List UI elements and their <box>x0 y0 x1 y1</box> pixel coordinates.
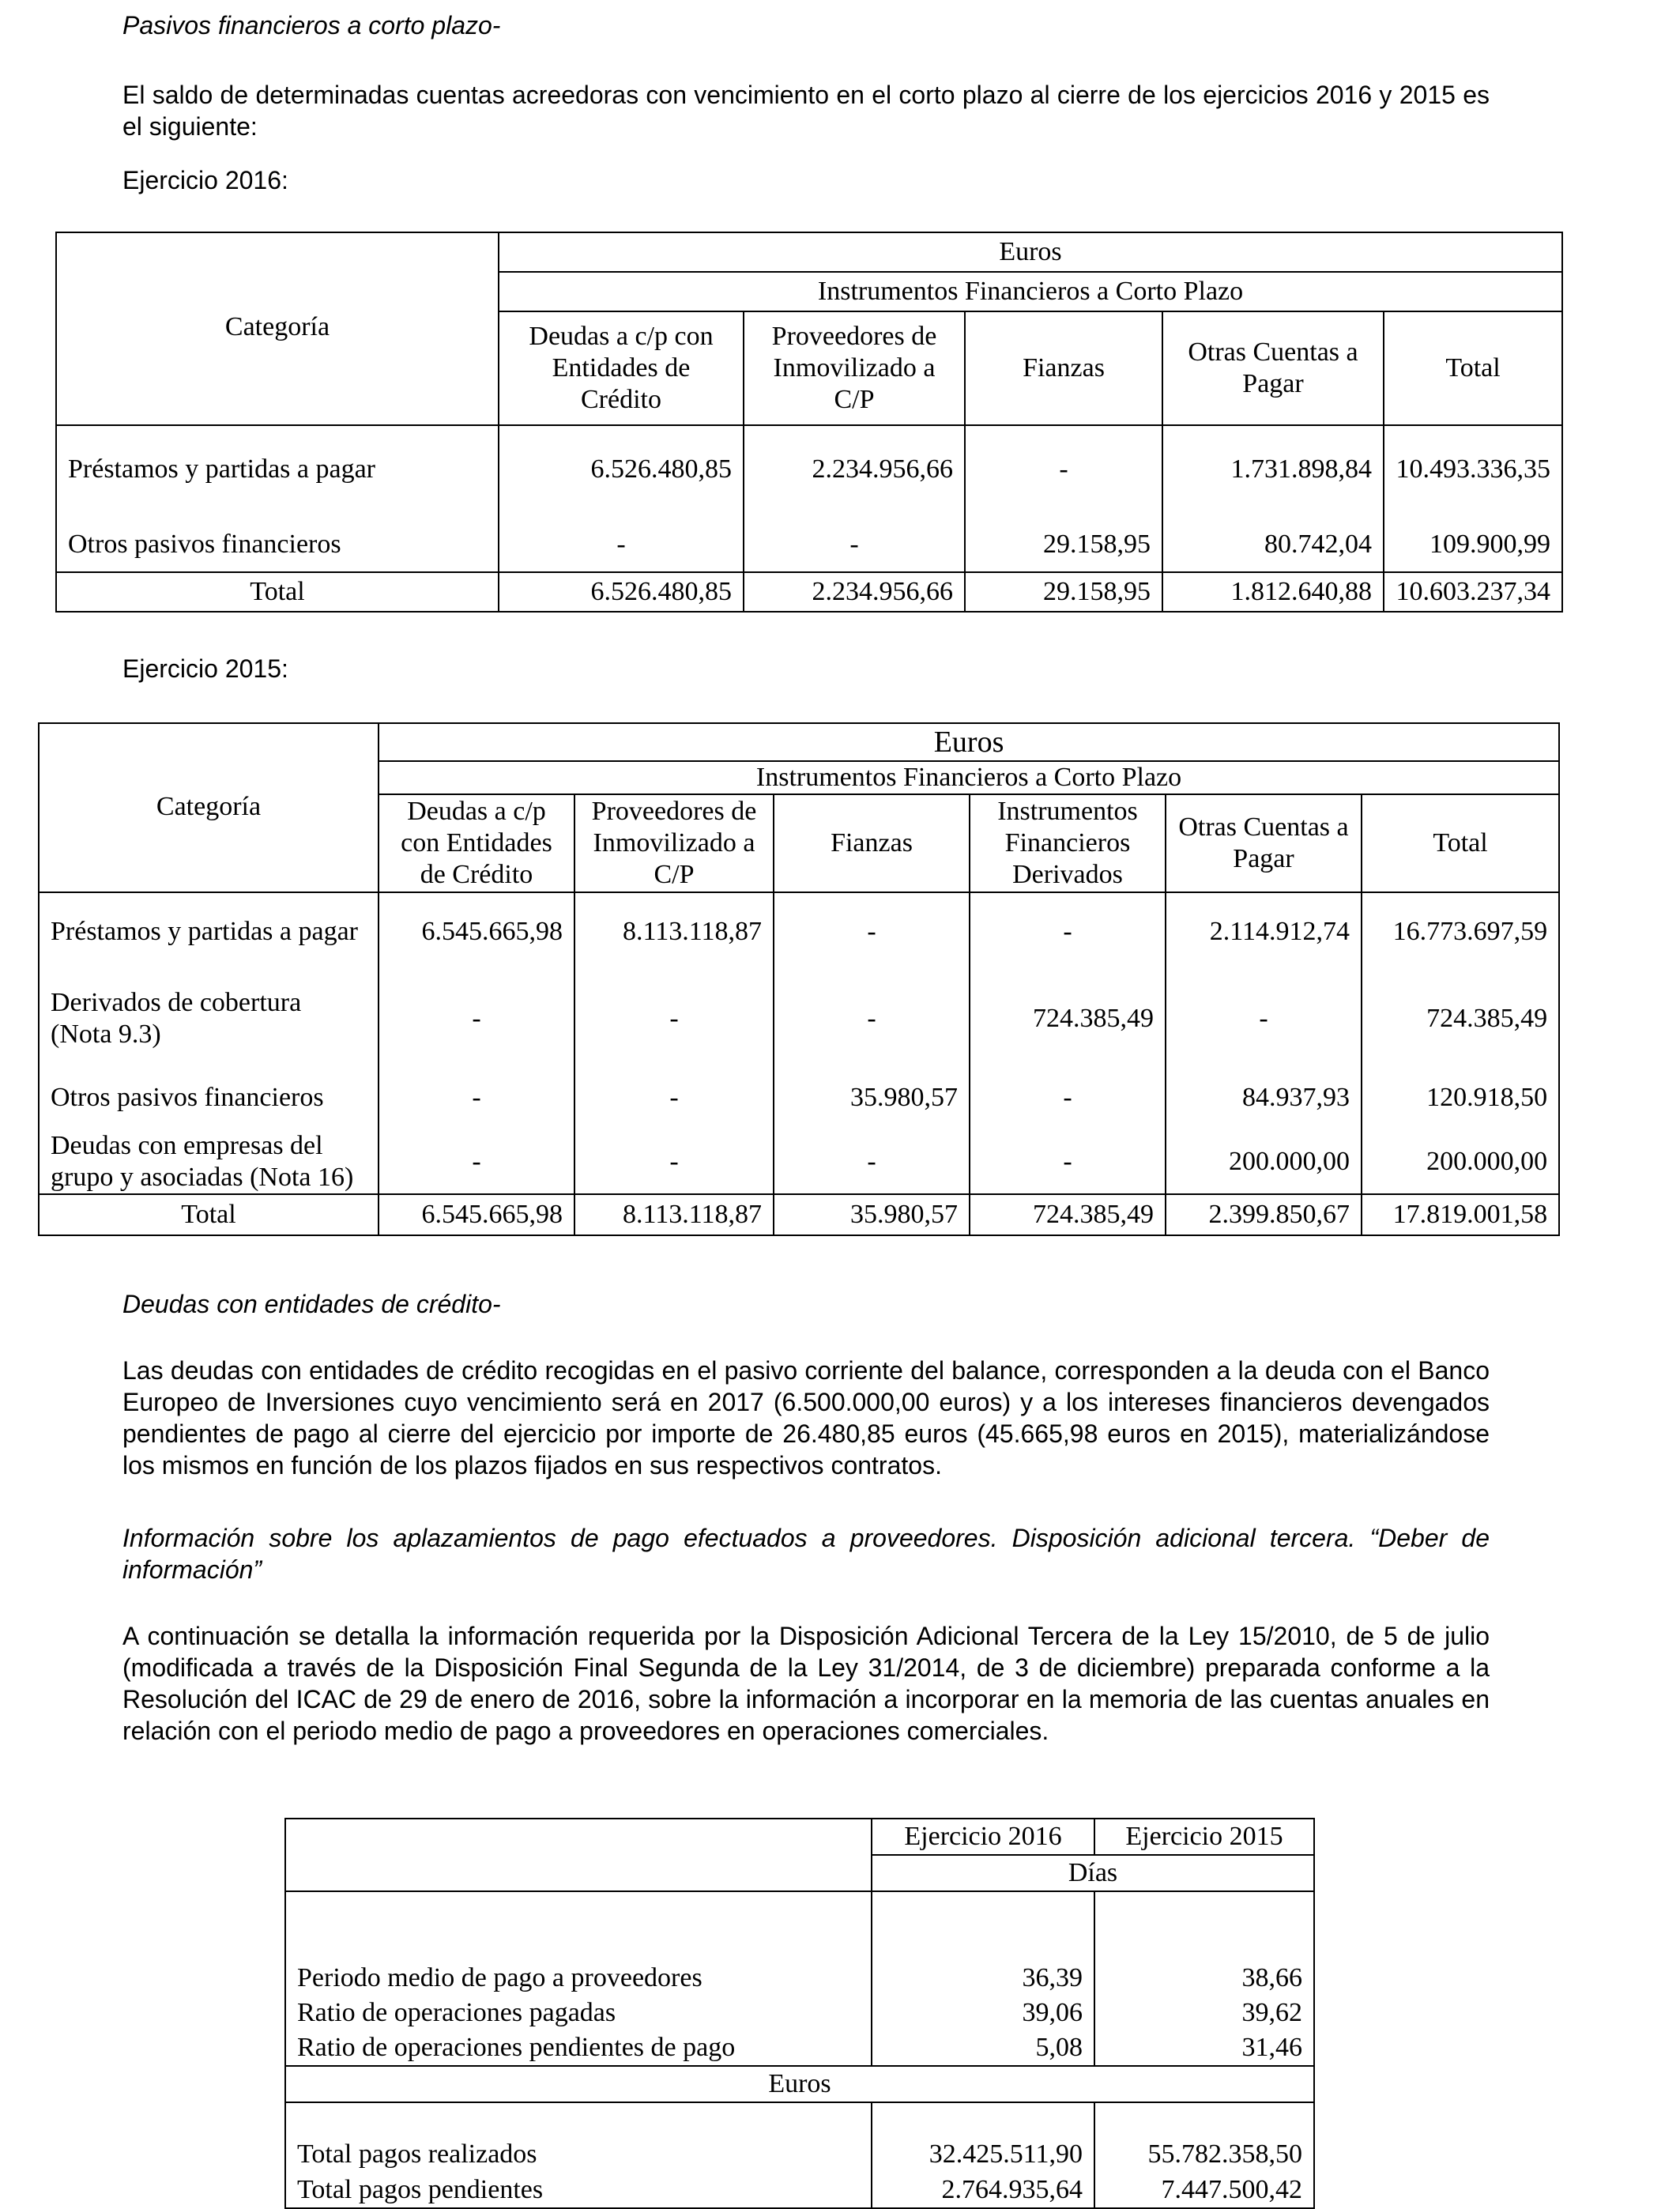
cell: 1.731.898,84 <box>1162 425 1384 517</box>
cell: - <box>970 1066 1166 1129</box>
cell: 17.819.001,58 <box>1362 1194 1559 1235</box>
payments-table <box>284 1818 1315 2209</box>
cell: - <box>1166 978 1362 1066</box>
group-header: Instrumentos Financieros a Corto Plazo <box>379 761 1559 794</box>
euros-header: Euros <box>499 232 1562 272</box>
cell: 84.937,93 <box>1166 1066 1362 1129</box>
cell: 29.158,95 <box>965 572 1162 612</box>
label-ejercicio-2015: Ejercicio 2015: <box>122 654 288 683</box>
category-header: Categoría <box>56 232 499 425</box>
cell: - <box>774 1129 970 1194</box>
col-header: Proveedores de Inmovilizado a C/P <box>574 794 774 892</box>
table-2016 <box>55 232 1563 613</box>
intro-paragraph: El saldo de determinadas cuentas acreedoras con vencimiento en el corto plazo al cierre de los ejercicios 2016 y 2015 es el siguiente: <box>122 81 1490 141</box>
cell: 2.399.850,67 <box>1166 1194 1362 1235</box>
section-title-deudas: Deudas con entidades de crédito- <box>122 1290 501 1318</box>
cell: 2.234.956,66 <box>744 425 965 517</box>
cell: 724.385,49 <box>970 1194 1166 1235</box>
cell: 2.234.956,66 <box>744 572 965 612</box>
col-header: Deudas a c/p con Entidades de Crédito <box>379 794 574 892</box>
row-label: Ratio de operaciones pagadas <box>285 1996 872 2030</box>
cell: 6.545.665,98 <box>379 1194 574 1235</box>
cell: - <box>574 1129 774 1194</box>
cell: 724.385,49 <box>1362 978 1559 1066</box>
table-2015 <box>38 722 1560 1236</box>
col-header: Instrumentos Financieros Derivados <box>970 794 1166 892</box>
table-row <box>56 425 1562 517</box>
cell: - <box>970 1129 1166 1194</box>
cell: 6.545.665,98 <box>379 892 574 978</box>
table-row <box>39 1129 1559 1194</box>
cell: 35.980,57 <box>774 1066 970 1129</box>
cell: 6.526.480,85 <box>499 572 744 612</box>
cell: - <box>574 1066 774 1129</box>
col-header: Total <box>1362 794 1559 892</box>
table-row <box>285 1891 1314 1996</box>
cell: 200.000,00 <box>1362 1129 1559 1194</box>
cell: - <box>379 1066 574 1129</box>
table-row <box>39 978 1559 1066</box>
cell: 39,06 <box>872 1996 1094 2030</box>
row-label: Préstamos y partidas a pagar <box>56 425 499 517</box>
category-header <box>39 723 379 892</box>
total-row <box>56 572 1562 612</box>
cell: 2.114.912,74 <box>1166 892 1362 978</box>
cell: - <box>574 978 774 1066</box>
cell: - <box>379 1129 574 1194</box>
euros-label: Euros <box>285 2066 1314 2102</box>
col-ejercicio-2016: Ejercicio 2016 <box>872 1819 1094 1855</box>
table-row <box>285 2172 1314 2208</box>
cell: 32.425.511,90 <box>872 2102 1094 2172</box>
cell: 1.812.640,88 <box>1162 572 1384 612</box>
total-label: Total <box>39 1194 379 1235</box>
cell: 200.000,00 <box>1166 1129 1362 1194</box>
cell: 109.900,99 <box>1384 517 1562 572</box>
cell: - <box>744 517 965 572</box>
cell: 724.385,49 <box>970 978 1166 1066</box>
row-label: Total pagos pendientes <box>285 2172 872 2208</box>
deudas-paragraph: Las deudas con entidades de crédito recogidas en el pasivo corriente del balance, corresponden a la deuda con el Banco Europeo de Inversiones cuyo vencimiento será en 2017 (6.500.000,00 euros) y a los intereses financieros devengados pendientes de pago al cierre del ejercicio por importe de 26.480,85 euros (45.665,98 euros en 2015), materializándose los mismos en función de los plazos fijados en sus respectivos contratos. <box>122 1356 1490 1480</box>
table-row <box>285 2102 1314 2172</box>
days-label: Días <box>872 1855 1314 1891</box>
cell: 31,46 <box>1094 2030 1314 2066</box>
col-header: Otras Cuentas a Pagar <box>1162 311 1384 425</box>
table-row <box>285 2030 1314 2066</box>
cell: 35.980,57 <box>774 1194 970 1235</box>
blank-header-cell <box>285 1855 872 1891</box>
cell: 2.764.935,64 <box>872 2172 1094 2208</box>
category-label: Categoría <box>156 792 262 821</box>
label-ejercicio-2016: Ejercicio 2016: <box>122 166 288 194</box>
cell: 55.782.358,50 <box>1094 2102 1314 2172</box>
row-label: Deudas con empresas del grupo y asociadas (Nota 16) <box>39 1129 379 1194</box>
row-label: Otros pasivos financieros <box>39 1066 379 1129</box>
table-row <box>39 892 1559 978</box>
col-header: Otras Cuentas a Pagar <box>1166 794 1362 892</box>
cell: 36,39 <box>872 1891 1094 1996</box>
cell: 10.603.237,34 <box>1384 572 1562 612</box>
section-title-aplazamientos: Información sobre los aplazamientos de pago efectuados a proveedores. Disposición adicional tercera. “Deber de información” <box>122 1524 1490 1584</box>
cell: 6.526.480,85 <box>499 425 744 517</box>
row-label: Ratio de operaciones pendientes de pago <box>285 2030 872 2066</box>
euros-header: Euros <box>379 723 1559 761</box>
cell: 5,08 <box>872 2030 1094 2066</box>
row-label: Otros pasivos financieros <box>56 517 499 572</box>
section-title-pasivos: Pasivos financieros a corto plazo- <box>122 11 501 40</box>
row-label: Periodo medio de pago a proveedores <box>285 1891 872 1996</box>
cell: 8.113.118,87 <box>574 892 774 978</box>
table-row <box>39 1066 1559 1129</box>
total-label: Total <box>56 572 499 612</box>
cell: - <box>774 892 970 978</box>
cell: 10.493.336,35 <box>1384 425 1562 517</box>
cell: - <box>379 978 574 1066</box>
table-row <box>285 1996 1314 2030</box>
cell: - <box>965 425 1162 517</box>
col-header: Fianzas <box>965 311 1162 425</box>
blank-header-cell <box>285 1819 872 1855</box>
row-label: Derivados de cobertura (Nota 9.3) <box>39 978 379 1066</box>
col-header: Proveedores de Inmovilizado a C/P <box>744 311 965 425</box>
aplazamientos-paragraph: A continuación se detalla la información requerida por la Disposición Adicional Tercera de la Ley 15/2010, de 5 de julio (modificada a través de la Disposición Final Segunda de la Ley 31/2014, de 3 de diciembre) preparada conforme a la Resolución del ICAC de 29 de enero de 2016, sobre la información a incorporar en la memoria de las cuentas anuales en relación con el periodo medio de pago a proveedores en operaciones comerciales. <box>122 1622 1490 1745</box>
cell: 7.447.500,42 <box>1094 2172 1314 2208</box>
cell: 120.918,50 <box>1362 1066 1559 1129</box>
cell: 8.113.118,87 <box>574 1194 774 1235</box>
cell: 38,66 <box>1094 1891 1314 1996</box>
col-header: Fianzas <box>774 794 970 892</box>
total-row <box>39 1194 1559 1235</box>
cell: - <box>774 978 970 1066</box>
cell: 80.742,04 <box>1162 517 1384 572</box>
col-header: Deudas a c/p con Entidades de Crédito <box>499 311 744 425</box>
cell: 29.158,95 <box>965 517 1162 572</box>
cell: - <box>499 517 744 572</box>
row-label: Préstamos y partidas a pagar <box>39 892 379 978</box>
cell: - <box>970 892 1166 978</box>
row-label: Total pagos realizados <box>285 2102 872 2172</box>
group-header: Instrumentos Financieros a Corto Plazo <box>499 272 1562 311</box>
table-row <box>56 517 1562 572</box>
cell: 39,62 <box>1094 1996 1314 2030</box>
col-ejercicio-2015: Ejercicio 2015 <box>1094 1819 1314 1855</box>
cell: 16.773.697,59 <box>1362 892 1559 978</box>
col-header: Total <box>1384 311 1562 425</box>
